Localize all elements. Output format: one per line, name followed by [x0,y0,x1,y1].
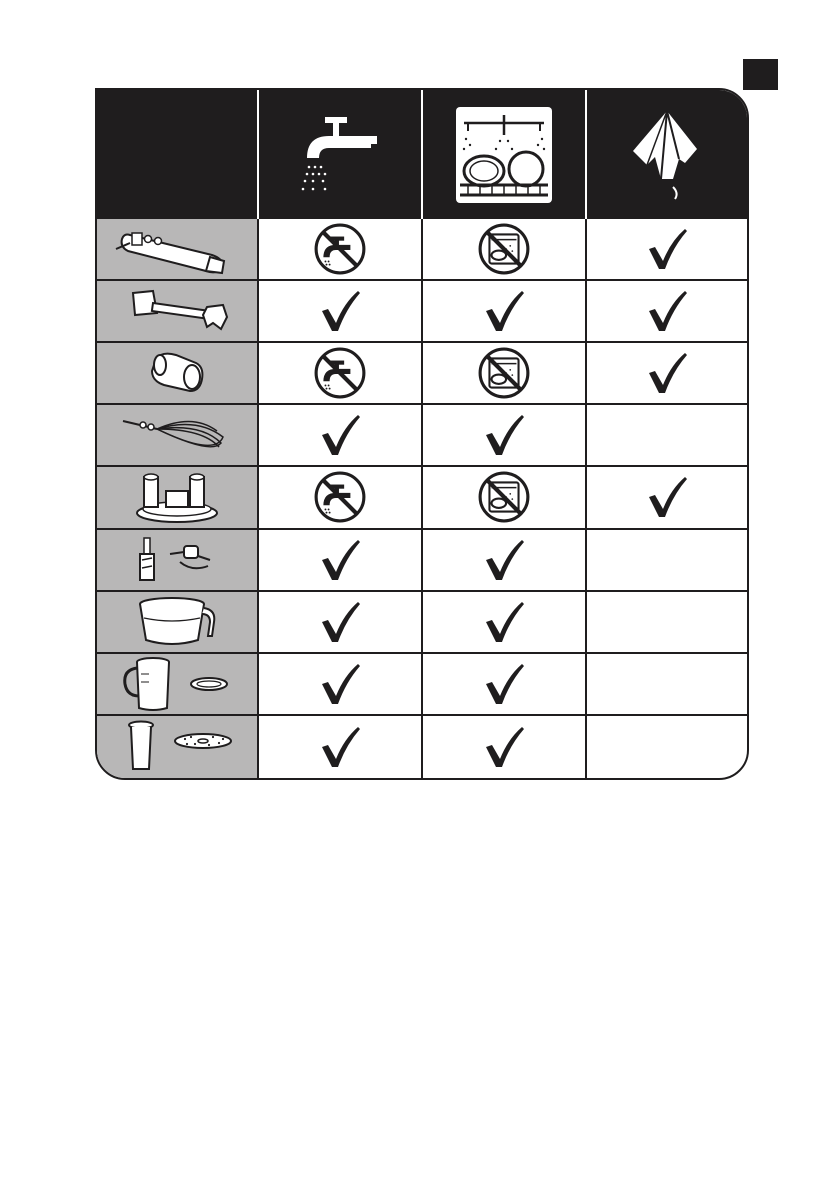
checkmark-icon [645,289,689,333]
dishwasher-cell [423,654,587,716]
dishwasher-cell [423,405,587,467]
checkmark-icon [482,662,526,706]
cloth-cell [587,716,747,778]
part-cell [97,343,259,405]
blender-shaft-icon [117,283,237,339]
checkmark-icon [482,538,526,582]
dishwasher-cell [423,343,587,405]
cloth-cell [587,467,747,529]
tap-cell [259,530,423,592]
part-cell [97,716,259,778]
header-cell [587,90,747,219]
cloth-cell [587,592,747,654]
tap-cell [259,654,423,716]
motor-unit-icon [112,221,242,277]
dishwasher-cell [423,281,587,343]
pusher-and-disc-icon [117,719,237,775]
running-tap-water-icon [295,112,385,197]
checkmark-icon [482,413,526,457]
dishwasher-cell [423,592,587,654]
chopper-blade-icon [132,532,222,588]
cloth-cell [587,281,747,343]
damp-cloth-icon [627,105,707,205]
cloth-cell [587,219,747,281]
no-tap-water-icon [313,470,367,524]
no-dishwasher-icon [477,470,531,524]
no-tap-water-icon [313,346,367,400]
part-cell [97,530,259,592]
dishwasher-cell [423,219,587,281]
header-cell [423,90,587,219]
tap-cell [259,281,423,343]
no-dishwasher-icon [477,222,531,276]
checkmark-icon [318,662,362,706]
part-cell [97,467,259,529]
header-cell [97,90,259,219]
checkmark-icon [645,351,689,395]
part-cell [97,405,259,467]
tap-cell [259,467,423,529]
checkmark-icon [482,725,526,769]
checkmark-icon [318,725,362,769]
no-dishwasher-icon [477,346,531,400]
cloth-cell [587,530,747,592]
checkmark-icon [318,538,362,582]
chopper-bowl-icon [132,594,222,650]
checkmark-icon [482,289,526,333]
tap-cell [259,343,423,405]
tap-cell [259,592,423,654]
whisk-coupling-icon [142,345,212,401]
part-cell [97,219,259,281]
chopper-lid-icon [132,467,222,527]
checkmark-icon [645,227,689,271]
beaker-and-lid-icon [117,654,237,714]
tap-cell [259,716,423,778]
dishwasher-cell [423,530,587,592]
cloth-cell [587,654,747,716]
tap-cell [259,219,423,281]
checkmark-icon [645,475,689,519]
cloth-cell [587,343,747,405]
checkmark-icon [482,600,526,644]
corner-marker [743,59,778,90]
part-cell [97,654,259,716]
no-tap-water-icon [313,222,367,276]
part-cell [97,592,259,654]
cloth-cell [587,405,747,467]
dishwasher-cell [423,716,587,778]
tap-cell [259,405,423,467]
header-cell [259,90,423,219]
part-cell [97,281,259,343]
whisk-icon [117,407,237,463]
checkmark-icon [318,600,362,644]
dishwasher-icon [454,105,554,205]
cleaning-table [95,88,749,780]
checkmark-icon [318,289,362,333]
checkmark-icon [318,413,362,457]
dishwasher-cell [423,467,587,529]
